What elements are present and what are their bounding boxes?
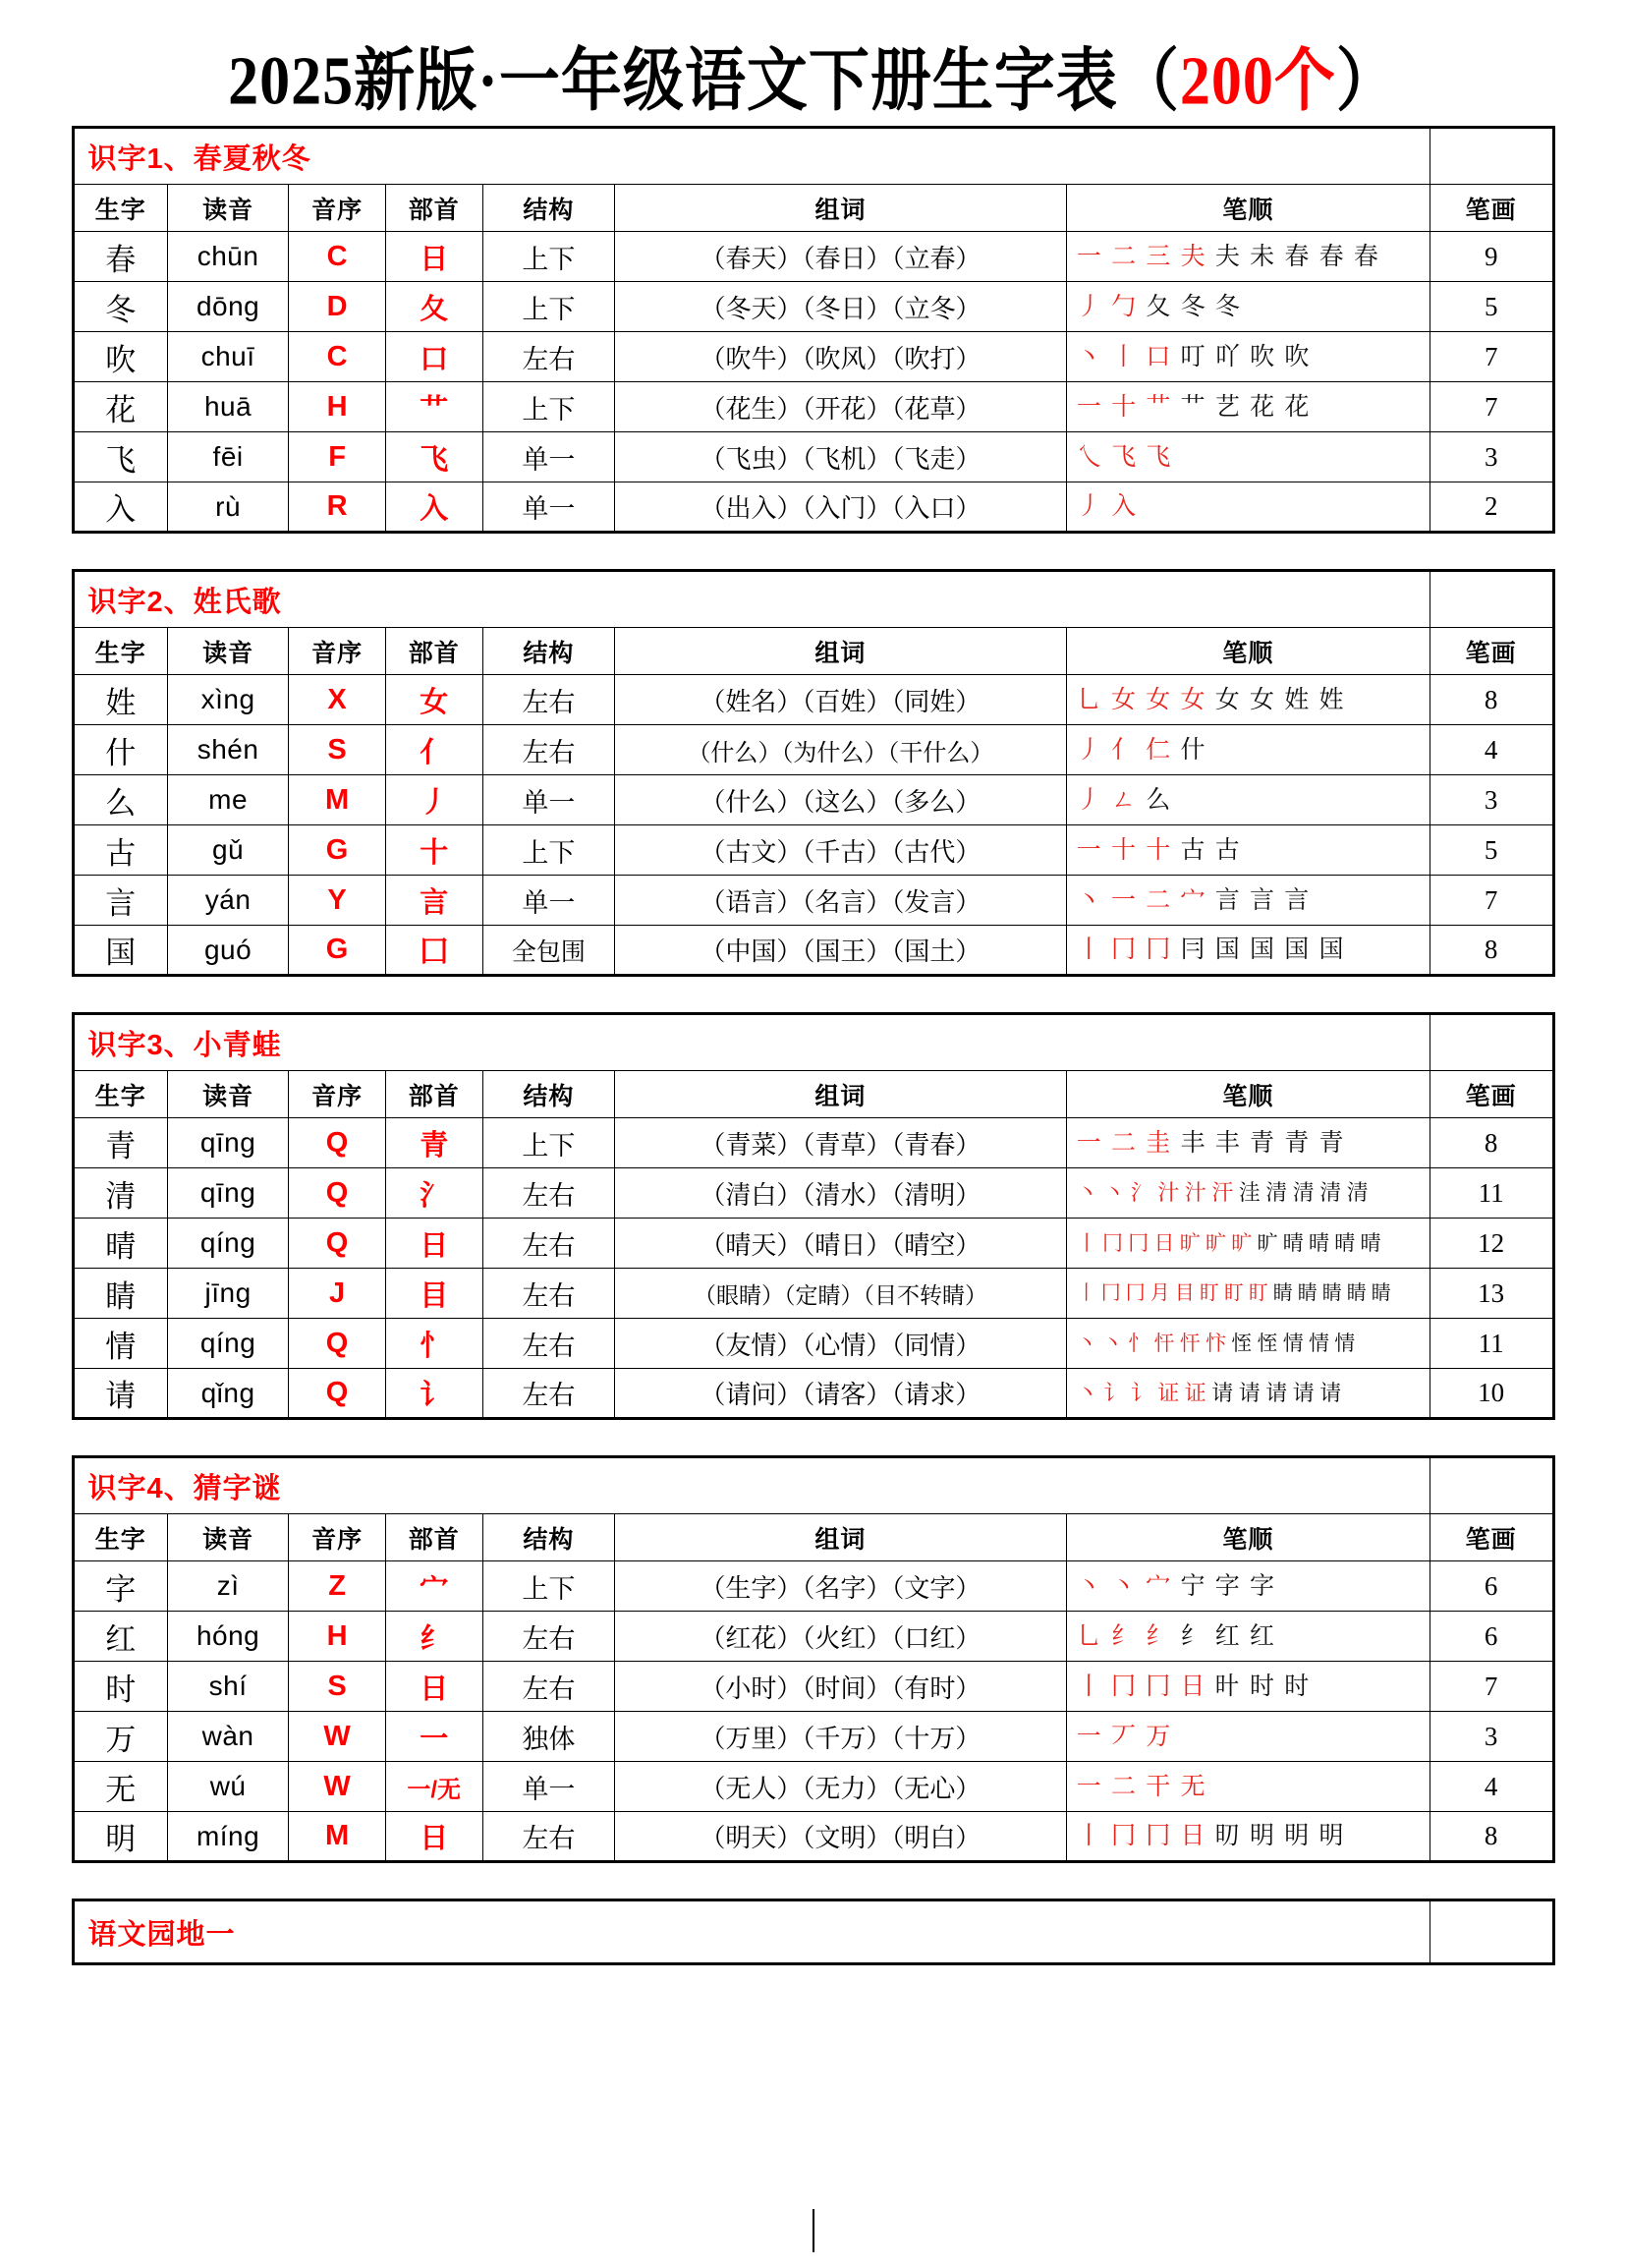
cell-words: （姓名）（百姓）（同姓） <box>615 675 1067 725</box>
cell-radical: 氵 <box>385 1168 482 1219</box>
section-title-row <box>73 571 1553 628</box>
cell-radical: 日 <box>385 232 482 282</box>
cell-stroke-count: 6 <box>1430 1612 1553 1662</box>
cell-initial: F <box>289 432 386 482</box>
cell-initial: M <box>289 1812 386 1862</box>
cell-structure: 单一 <box>482 482 615 533</box>
cell-words: （花生）（开花）（花草） <box>615 382 1067 432</box>
cell-words: （晴天）（晴日）（晴空） <box>615 1219 1067 1269</box>
table-row <box>73 725 1553 775</box>
cell-stroke-order: 乀 飞 飞 <box>1066 432 1430 482</box>
cell-initial: S <box>289 1662 386 1712</box>
cell-pinyin: shén <box>167 725 288 775</box>
section-title-blank-1 <box>1430 128 1553 185</box>
cell-words: （冬天）（冬日）（立冬） <box>615 282 1067 332</box>
section-table-1 <box>72 126 1555 534</box>
cell-structure: 左右 <box>482 1219 615 1269</box>
cell-words: （友情）（心情）（同情） <box>615 1319 1067 1369</box>
cell-stroke-order: 丿 ㄥ 么 <box>1066 775 1430 825</box>
column-header-row <box>73 185 1553 232</box>
page-title-text <box>228 43 1398 120</box>
cell-structure: 上下 <box>482 825 615 876</box>
cell-radical: 艹 <box>385 382 482 432</box>
cell-words: （生字）（名字）（文字） <box>615 1561 1067 1612</box>
cell-initial: Q <box>289 1219 386 1269</box>
cell-structure: 左右 <box>482 332 615 382</box>
cell-stroke-count: 8 <box>1430 675 1553 725</box>
cell-structure: 单一 <box>482 432 615 482</box>
cell-char: 情 <box>73 1319 167 1369</box>
header-stroke-order: 笔顺 <box>1066 185 1430 232</box>
cell-radical: 讠 <box>385 1369 482 1419</box>
cell-char: 清 <box>73 1168 167 1219</box>
cell-pinyin: jīng <box>167 1269 288 1319</box>
cell-words: （明天）（文明）（明白） <box>615 1812 1067 1862</box>
cell-pinyin: hóng <box>167 1612 288 1662</box>
cell-words: （请问）（请客）（请求） <box>615 1369 1067 1419</box>
cell-char: 红 <box>73 1612 167 1662</box>
cell-structure: 上下 <box>482 232 615 282</box>
cell-char: 吹 <box>73 332 167 382</box>
cell-stroke-count: 4 <box>1430 1762 1553 1812</box>
cell-stroke-order: 一 丆 万 <box>1066 1712 1430 1762</box>
cell-stroke-order: 丨 冂 冂 日 旷 旷 旷 旷 晴 晴 晴 晴 <box>1066 1219 1430 1269</box>
cell-stroke-count: 3 <box>1430 775 1553 825</box>
header-stroke-count: 笔画 <box>1430 1514 1553 1561</box>
cell-pinyin: rù <box>167 482 288 533</box>
header-radical: 部首 <box>385 628 482 675</box>
title-suffix: ） <box>1335 43 1398 120</box>
cell-radical: 一 <box>385 1712 482 1762</box>
cell-pinyin: guó <box>167 926 288 976</box>
cell-pinyin: gǔ <box>167 825 288 876</box>
cell-stroke-count: 13 <box>1430 1269 1553 1319</box>
header-char: 生字 <box>73 1071 167 1118</box>
cell-char: 什 <box>73 725 167 775</box>
cell-initial: R <box>289 482 386 533</box>
page-title <box>0 0 1626 126</box>
cell-words: （中国）（国王）（国土） <box>615 926 1067 976</box>
cell-words: （飞虫）（飞机）（飞走） <box>615 432 1067 482</box>
cell-structure: 上下 <box>482 382 615 432</box>
header-words: 组词 <box>615 1514 1067 1561</box>
cell-stroke-order: 丶 丶 忄 忓 忓 忭 恎 恎 情 情 情 <box>1066 1319 1430 1369</box>
cell-stroke-order: 丶 一 二 宀 言 言 言 <box>1066 876 1430 926</box>
section-title-row <box>73 128 1553 185</box>
cell-radical: 言 <box>385 876 482 926</box>
table-row <box>73 1118 1553 1168</box>
header-initial: 音序 <box>289 1071 386 1118</box>
cell-initial: C <box>289 332 386 382</box>
cell-char: 古 <box>73 825 167 876</box>
cell-radical: 十 <box>385 825 482 876</box>
cell-radical: 口 <box>385 332 482 382</box>
cell-stroke-count: 5 <box>1430 282 1553 332</box>
cell-char: 无 <box>73 1762 167 1812</box>
cell-words: （什么）（为什么）（干什么） <box>615 725 1067 775</box>
cell-words: （青菜）（青草）（青春） <box>615 1118 1067 1168</box>
cell-pinyin: dōng <box>167 282 288 332</box>
header-words: 组词 <box>615 628 1067 675</box>
table-row <box>73 825 1553 876</box>
section-title-4: 识字4、猜字谜 <box>73 1457 1430 1514</box>
header-char: 生字 <box>73 185 167 232</box>
cell-stroke-order: 丿 亻 仁 什 <box>1066 725 1430 775</box>
header-initial: 音序 <box>289 1514 386 1561</box>
header-char: 生字 <box>73 1514 167 1561</box>
cell-initial: Q <box>289 1168 386 1219</box>
cell-structure: 上下 <box>482 1561 615 1612</box>
cell-structure: 单一 <box>482 775 615 825</box>
table-row <box>73 232 1553 282</box>
cell-stroke-order: 丨 冂 冂 日 旪 时 时 <box>1066 1662 1430 1712</box>
cell-char: 春 <box>73 232 167 282</box>
cell-structure: 单一 <box>482 876 615 926</box>
cell-char: 国 <box>73 926 167 976</box>
cell-char: 入 <box>73 482 167 533</box>
section-table-2 <box>72 569 1555 977</box>
cell-initial: J <box>289 1269 386 1319</box>
cell-initial: H <box>289 382 386 432</box>
cell-stroke-order: 丨 冂 冂 冃 国 国 国 国 <box>1066 926 1430 976</box>
cell-stroke-order: 一 二 干 无 <box>1066 1762 1430 1812</box>
header-stroke-count: 笔画 <box>1430 1071 1553 1118</box>
header-radical: 部首 <box>385 1071 482 1118</box>
cell-words: （吹牛）（吹风）（吹打） <box>615 332 1067 382</box>
bottom-section-title-row <box>73 1900 1553 1964</box>
cell-words: （清白）（清水）（清明） <box>615 1168 1067 1219</box>
cell-structure: 左右 <box>482 1319 615 1369</box>
cell-stroke-order: 丿 入 <box>1066 482 1430 533</box>
cell-char: 青 <box>73 1118 167 1168</box>
cell-words: （无人）（无力）（无心） <box>615 1762 1067 1812</box>
cell-initial: Q <box>289 1369 386 1419</box>
table-row <box>73 1561 1553 1612</box>
cell-radical: 纟 <box>385 1612 482 1662</box>
cell-structure: 左右 <box>482 1269 615 1319</box>
cell-initial: C <box>289 232 386 282</box>
section-title-blank-4 <box>1430 1457 1553 1514</box>
column-header-row <box>73 1071 1553 1118</box>
cell-stroke-count: 9 <box>1430 232 1553 282</box>
header-stroke-count: 笔画 <box>1430 628 1553 675</box>
table-row <box>73 332 1553 382</box>
cell-stroke-count: 7 <box>1430 382 1553 432</box>
table-row <box>73 1812 1553 1862</box>
table-row <box>73 1762 1553 1812</box>
cell-char: 晴 <box>73 1219 167 1269</box>
cell-stroke-count: 7 <box>1430 332 1553 382</box>
table-row <box>73 382 1553 432</box>
cell-stroke-order: 丶 丶 氵 汁 汁 汗 洼 清 清 清 清 <box>1066 1168 1430 1219</box>
cell-pinyin: me <box>167 775 288 825</box>
cell-pinyin: qíng <box>167 1319 288 1369</box>
cell-pinyin: wú <box>167 1762 288 1812</box>
cell-structure: 左右 <box>482 1612 615 1662</box>
cell-char: 睛 <box>73 1269 167 1319</box>
table-row <box>73 1168 1553 1219</box>
cell-words: （什么）（这么）（多么） <box>615 775 1067 825</box>
cell-stroke-order: 丶 丨 口 叮 吖 吹 吹 <box>1066 332 1430 382</box>
cell-structure: 左右 <box>482 1662 615 1712</box>
cell-radical: 亻 <box>385 725 482 775</box>
header-initial: 音序 <box>289 628 386 675</box>
table-row <box>73 1662 1553 1712</box>
cell-structure: 左右 <box>482 1168 615 1219</box>
cell-structure: 左右 <box>482 1812 615 1862</box>
section-title-2: 识字2、姓氏歌 <box>73 571 1430 628</box>
cell-stroke-order: 一 十 十 古 古 <box>1066 825 1430 876</box>
cell-words: （古文）（千古）（古代） <box>615 825 1067 876</box>
header-initial: 音序 <box>289 185 386 232</box>
section-table-3 <box>72 1012 1555 1420</box>
table-row <box>73 1319 1553 1369</box>
section-title-blank-3 <box>1430 1014 1553 1071</box>
cell-stroke-count: 8 <box>1430 1812 1553 1862</box>
cell-radical: 入 <box>385 482 482 533</box>
cell-pinyin: zì <box>167 1561 288 1612</box>
cell-stroke-order: 丨 冂 冂 日 旫 明 明 明 <box>1066 1812 1430 1862</box>
cell-radical: 日 <box>385 1662 482 1712</box>
text-cursor <box>813 2209 814 2252</box>
cell-radical: 囗 <box>385 926 482 976</box>
cell-char: 飞 <box>73 432 167 482</box>
title-accent-count: 200个 <box>1179 43 1336 120</box>
cell-initial: Z <box>289 1561 386 1612</box>
cell-radical: 女 <box>385 675 482 725</box>
cell-char: 花 <box>73 382 167 432</box>
cell-structure: 左右 <box>482 675 615 725</box>
cell-radical: 日 <box>385 1812 482 1862</box>
cell-initial: Y <box>289 876 386 926</box>
table-row <box>73 1219 1553 1269</box>
cell-radical: 飞 <box>385 432 482 482</box>
cell-char: 言 <box>73 876 167 926</box>
cell-char: 么 <box>73 775 167 825</box>
header-pinyin: 读音 <box>167 185 288 232</box>
cell-words: （出入）（入门）（入口） <box>615 482 1067 533</box>
cell-stroke-order: 丶 丶 宀 宁 字 字 <box>1066 1561 1430 1612</box>
table-row <box>73 775 1553 825</box>
cell-initial: Q <box>289 1319 386 1369</box>
cell-pinyin: míng <box>167 1812 288 1862</box>
section-title-row <box>73 1014 1553 1071</box>
cell-stroke-count: 2 <box>1430 482 1553 533</box>
cell-pinyin: fēi <box>167 432 288 482</box>
cell-stroke-count: 5 <box>1430 825 1553 876</box>
table-row <box>73 282 1553 332</box>
cell-char: 冬 <box>73 282 167 332</box>
cell-structure: 单一 <box>482 1762 615 1812</box>
cell-stroke-count: 3 <box>1430 432 1553 482</box>
table-row <box>73 1269 1553 1319</box>
cell-pinyin: chuī <box>167 332 288 382</box>
section-title-1: 识字1、春夏秋冬 <box>73 128 1430 185</box>
cell-stroke-order: 丶 讠 讠 证 证 请 请 请 请 请 <box>1066 1369 1430 1419</box>
cell-stroke-order: 一 二 圭 丰 丰 青 青 青 <box>1066 1118 1430 1168</box>
table-row <box>73 1369 1553 1419</box>
cell-pinyin: wàn <box>167 1712 288 1762</box>
cell-stroke-order: 丨 冂 冂 月 目 盯 盯 盯 睛 睛 睛 睛 睛 <box>1066 1269 1430 1319</box>
table-row <box>73 1712 1553 1762</box>
section-title-blank-2 <box>1430 571 1553 628</box>
cell-initial: D <box>289 282 386 332</box>
table-row <box>73 675 1553 725</box>
header-char: 生字 <box>73 628 167 675</box>
cell-radical: 夂 <box>385 282 482 332</box>
section-title-3: 识字3、小青蛙 <box>73 1014 1430 1071</box>
cell-char: 时 <box>73 1662 167 1712</box>
cell-words: （万里）（千万）（十万） <box>615 1712 1067 1762</box>
header-radical: 部首 <box>385 1514 482 1561</box>
header-pinyin: 读音 <box>167 628 288 675</box>
bottom-section-blank <box>1430 1900 1553 1964</box>
header-radical: 部首 <box>385 185 482 232</box>
table-row <box>73 1612 1553 1662</box>
header-words: 组词 <box>615 1071 1067 1118</box>
cell-initial: G <box>289 825 386 876</box>
cell-structure: 上下 <box>482 282 615 332</box>
section-table-4 <box>72 1455 1555 1863</box>
cell-initial: H <box>289 1612 386 1662</box>
header-structure: 结构 <box>482 1071 615 1118</box>
cell-initial: Q <box>289 1118 386 1168</box>
cell-stroke-count: 10 <box>1430 1369 1553 1419</box>
cell-pinyin: qǐng <box>167 1369 288 1419</box>
header-pinyin: 读音 <box>167 1071 288 1118</box>
cell-stroke-count: 8 <box>1430 1118 1553 1168</box>
header-structure: 结构 <box>482 628 615 675</box>
cell-initial: W <box>289 1762 386 1812</box>
cell-radical: 日 <box>385 1219 482 1269</box>
cell-initial: S <box>289 725 386 775</box>
header-stroke-order: 笔顺 <box>1066 1514 1430 1561</box>
bottom-section-table <box>72 1899 1555 1965</box>
cell-stroke-count: 4 <box>1430 725 1553 775</box>
cell-pinyin: huā <box>167 382 288 432</box>
cell-stroke-count: 3 <box>1430 1712 1553 1762</box>
cell-structure: 独体 <box>482 1712 615 1762</box>
cell-words: （红花）（火红）（口红） <box>615 1612 1067 1662</box>
cell-structure: 左右 <box>482 1369 615 1419</box>
header-words: 组词 <box>615 185 1067 232</box>
cell-char: 请 <box>73 1369 167 1419</box>
header-pinyin: 读音 <box>167 1514 288 1561</box>
cell-stroke-order: 一 十 艹 艹 艺 花 花 <box>1066 382 1430 432</box>
cell-stroke-count: 7 <box>1430 1662 1553 1712</box>
cell-stroke-order: 乚 纟 纟 纟 红 红 <box>1066 1612 1430 1662</box>
cell-radical: 目 <box>385 1269 482 1319</box>
cell-words: （语言）（名言）（发言） <box>615 876 1067 926</box>
cell-structure: 左右 <box>482 725 615 775</box>
cell-words: （春天）（春日）（立春） <box>615 232 1067 282</box>
column-header-row <box>73 628 1553 675</box>
cell-stroke-count: 7 <box>1430 876 1553 926</box>
cell-initial: X <box>289 675 386 725</box>
cell-initial: G <box>289 926 386 976</box>
cell-char: 明 <box>73 1812 167 1862</box>
cell-pinyin: yán <box>167 876 288 926</box>
cell-radical: 宀 <box>385 1561 482 1612</box>
title-prefix: 2025新版·一年级语文下册生字表（ <box>228 43 1180 120</box>
table-row <box>73 482 1553 533</box>
cell-pinyin: qīng <box>167 1168 288 1219</box>
cell-words: （眼睛）（定睛）（目不转睛） <box>615 1269 1067 1319</box>
header-structure: 结构 <box>482 185 615 232</box>
cell-initial: W <box>289 1712 386 1762</box>
cell-char: 姓 <box>73 675 167 725</box>
cell-stroke-order: 乚 女 女 女 女 女 姓 姓 <box>1066 675 1430 725</box>
cell-char: 字 <box>73 1561 167 1612</box>
cell-stroke-count: 8 <box>1430 926 1553 976</box>
cell-pinyin: xìng <box>167 675 288 725</box>
cell-stroke-order: 一 二 三 夫 夫 未 春 春 春 <box>1066 232 1430 282</box>
cell-stroke-count: 11 <box>1430 1168 1553 1219</box>
header-stroke-order: 笔顺 <box>1066 628 1430 675</box>
cell-stroke-count: 11 <box>1430 1319 1553 1369</box>
cell-stroke-order: 丿 勹 夂 冬 冬 <box>1066 282 1430 332</box>
cell-radical: 忄 <box>385 1319 482 1369</box>
cell-pinyin: chūn <box>167 232 288 282</box>
header-stroke-order: 笔顺 <box>1066 1071 1430 1118</box>
cell-radical: 一/无 <box>385 1762 482 1812</box>
cell-stroke-count: 6 <box>1430 1561 1553 1612</box>
cell-stroke-count: 12 <box>1430 1219 1553 1269</box>
cell-structure: 全包围 <box>482 926 615 976</box>
cell-radical: 青 <box>385 1118 482 1168</box>
column-header-row <box>73 1514 1553 1561</box>
cell-initial: M <box>289 775 386 825</box>
cell-pinyin: qíng <box>167 1219 288 1269</box>
table-row <box>73 876 1553 926</box>
section-title-row <box>73 1457 1553 1514</box>
header-stroke-count: 笔画 <box>1430 185 1553 232</box>
table-row <box>73 926 1553 976</box>
cell-char: 万 <box>73 1712 167 1762</box>
bottom-section-title: 语文园地一 <box>73 1900 1430 1964</box>
table-row <box>73 432 1553 482</box>
cell-structure: 上下 <box>482 1118 615 1168</box>
cell-pinyin: shí <box>167 1662 288 1712</box>
cell-pinyin: qīng <box>167 1118 288 1168</box>
header-structure: 结构 <box>482 1514 615 1561</box>
cell-words: （小时）（时间）（有时） <box>615 1662 1067 1712</box>
cell-radical: 丿 <box>385 775 482 825</box>
